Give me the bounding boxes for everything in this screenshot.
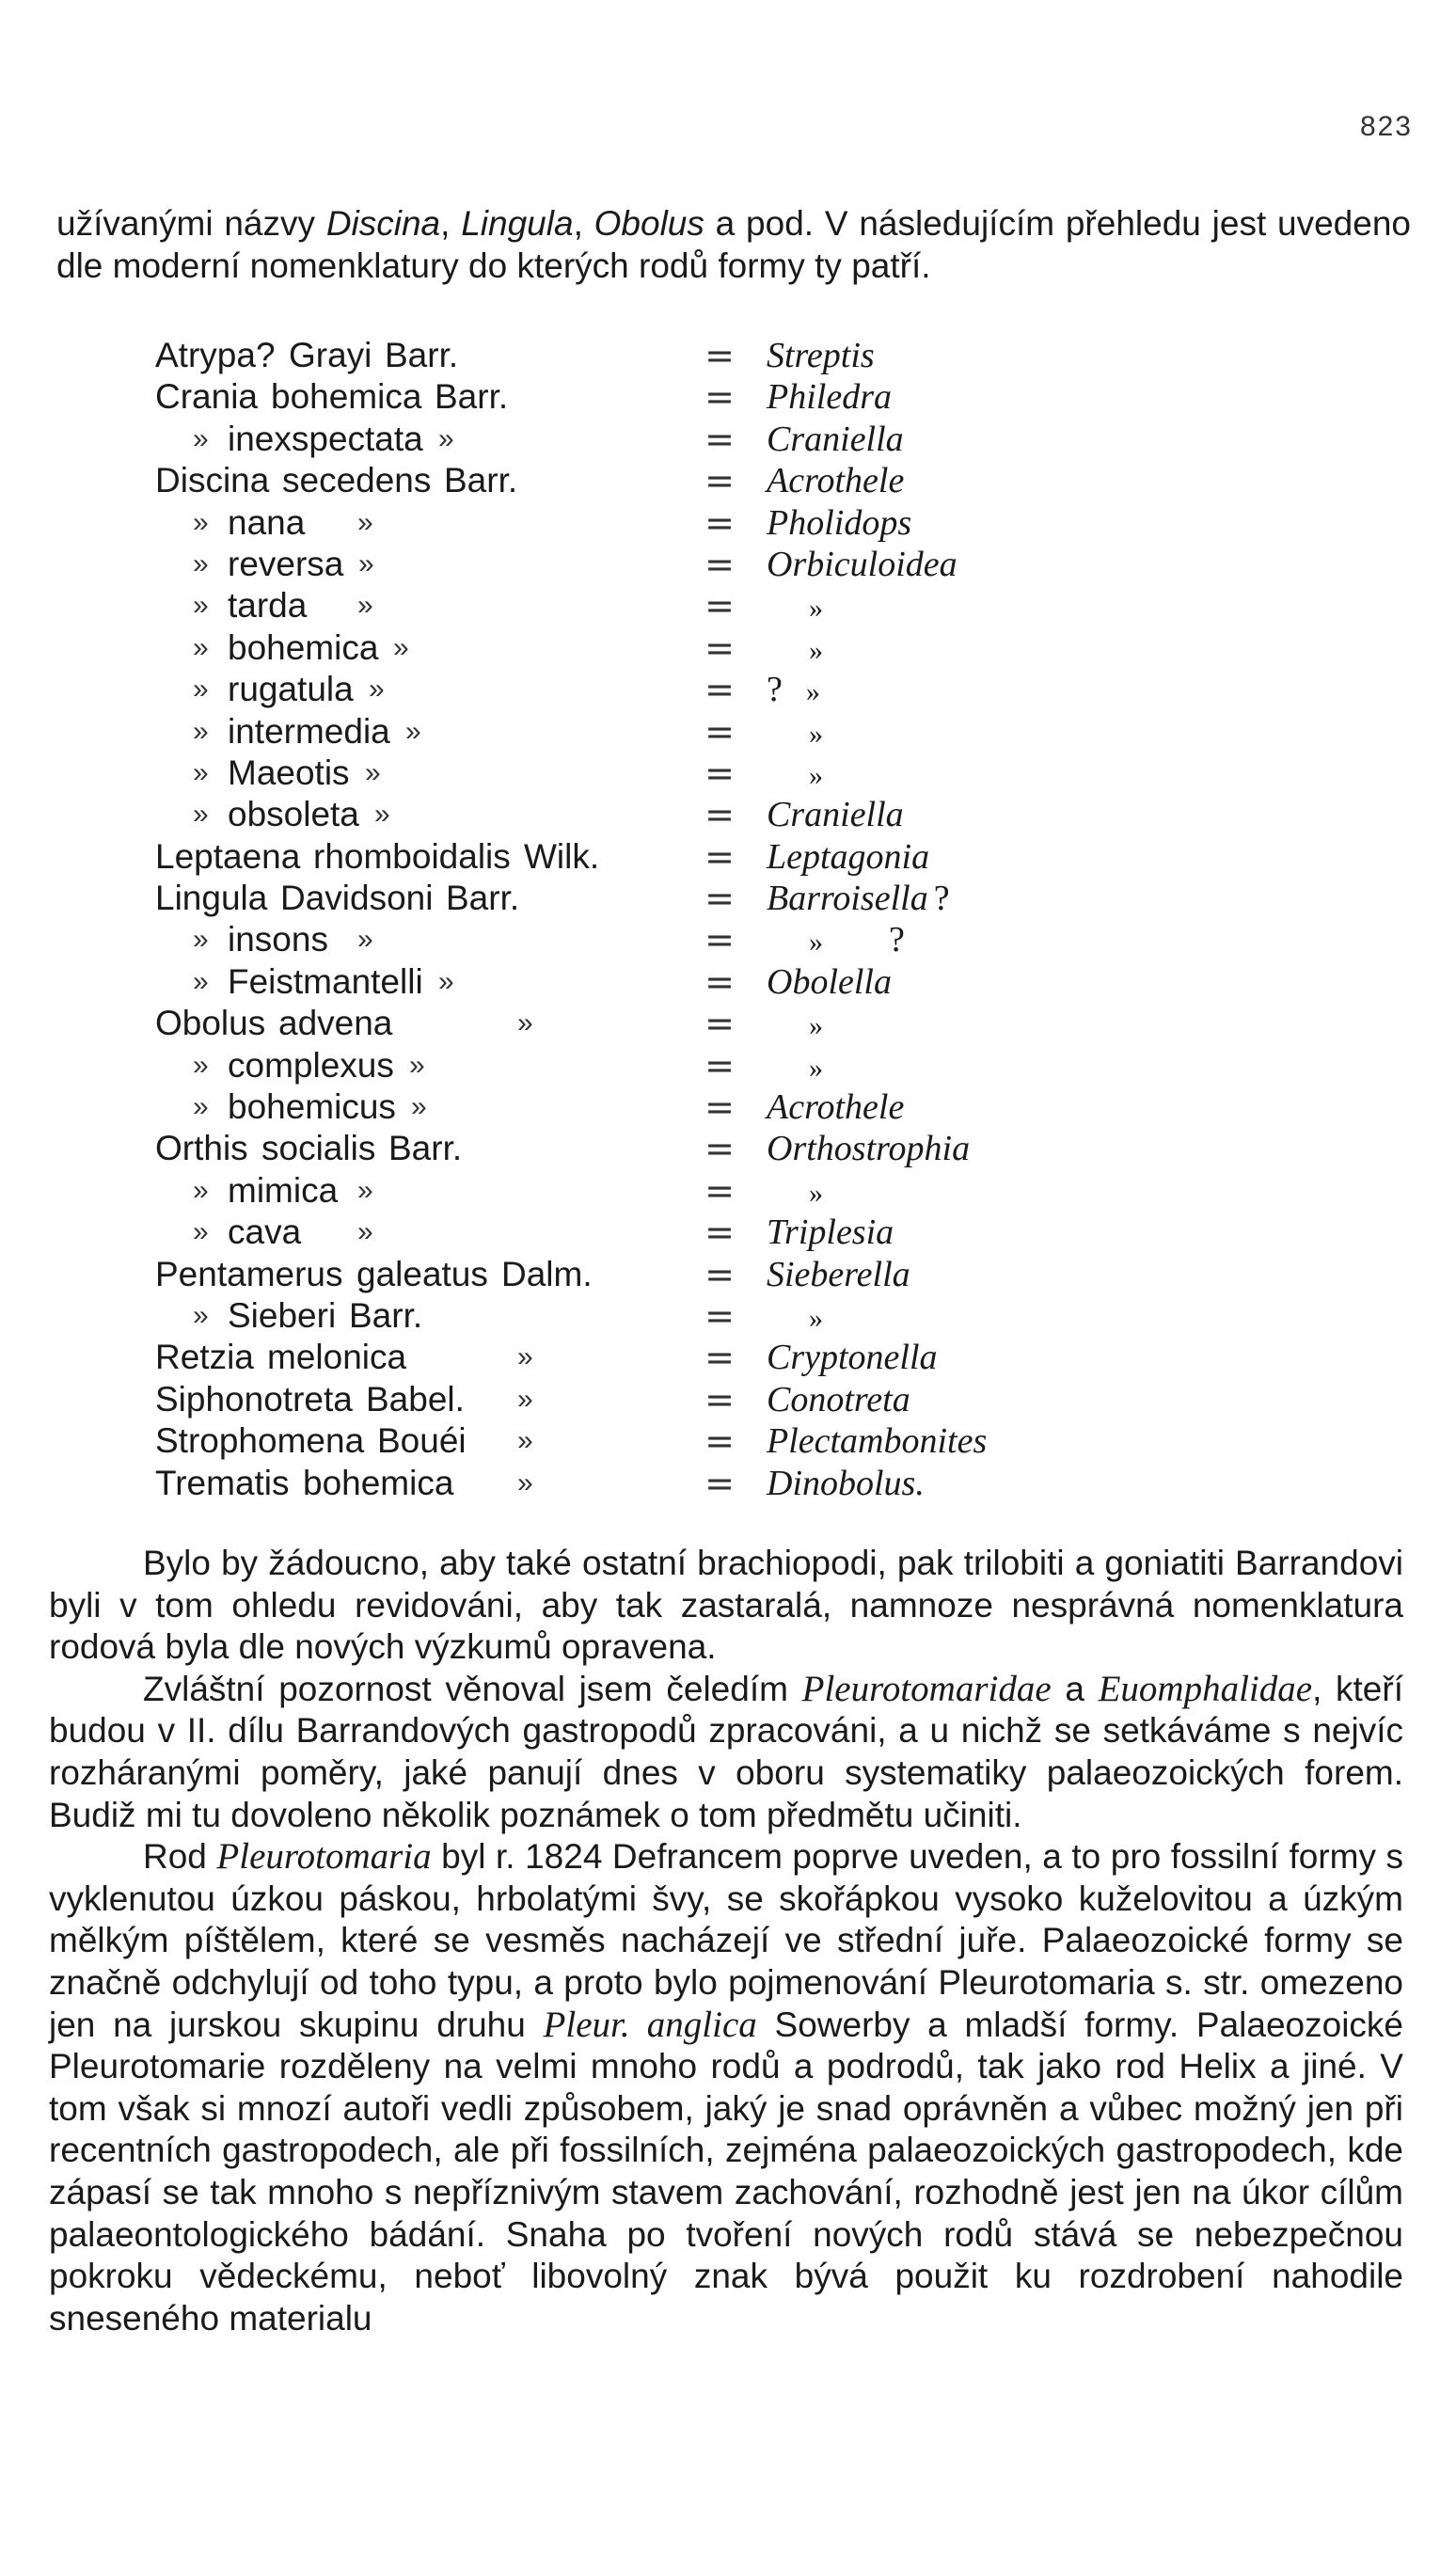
new-genus-name: Craniella [767, 419, 904, 459]
row-left-name [141, 711, 682, 753]
row-left-name [141, 1379, 682, 1420]
row-right-genus [757, 794, 904, 835]
equals-sign: = [704, 794, 735, 836]
equals-sign: = [704, 460, 735, 502]
table-row [141, 544, 1082, 585]
ditto-mark: » [809, 927, 823, 959]
ditto-mark: » [411, 1091, 427, 1123]
equals-sign: = [704, 543, 735, 585]
genus-name: Lingula [155, 879, 268, 918]
row-right-genus [757, 1003, 823, 1044]
ditto-mark: » [809, 593, 823, 625]
new-genus-name: Dinobolus. [767, 1463, 925, 1503]
ditto-mark: » [193, 674, 209, 705]
ditto-mark: » [517, 1007, 533, 1039]
genus-name: Leptaena [155, 836, 301, 876]
new-genus-name: Pholidops [767, 502, 912, 543]
row-left-name [141, 1003, 682, 1044]
species-name: Babel. [366, 1379, 465, 1419]
row-left-name [141, 419, 682, 460]
table-row [141, 836, 1082, 878]
author-name: Barr. [444, 461, 518, 500]
row-left-name [141, 335, 682, 376]
new-genus-name: Cryptonella [767, 1338, 938, 1378]
ditto-mark: » [809, 1052, 823, 1084]
ditto-mark: » [193, 547, 209, 579]
equals-sign: = [704, 376, 735, 419]
species-name: rhomboidalis [313, 836, 511, 876]
row-right-genus [757, 585, 823, 626]
table-row [141, 460, 1082, 501]
new-genus-name: Plectambonites [767, 1421, 988, 1462]
equals-sign: = [704, 1462, 735, 1504]
equals-sign: = [704, 1003, 735, 1045]
table-row [141, 669, 1082, 710]
ditto-mark: » [193, 1091, 209, 1123]
ditto-mark: » [805, 676, 820, 708]
ditto-mark: » [517, 1341, 533, 1373]
species-name: obsoleta [228, 795, 359, 834]
row-right-genus [757, 502, 911, 544]
row-left-name [141, 961, 682, 1003]
ditto-mark: » [357, 506, 373, 538]
table-row [141, 502, 1082, 544]
species-name: mimica [228, 1170, 339, 1210]
species-name: bohemica [228, 627, 379, 667]
ditto-mark: » [193, 631, 209, 663]
table-row [141, 919, 1082, 960]
author-name: Wilk. [524, 836, 600, 876]
equals-sign: = [704, 835, 735, 878]
equals-sign: = [704, 1294, 735, 1337]
ditto-mark: » [438, 965, 454, 997]
row-right-genus [757, 1337, 938, 1378]
row-right-genus [757, 1254, 910, 1295]
ditto-mark: » [393, 631, 409, 663]
row-right-genus [757, 1045, 823, 1086]
row-left-name [141, 376, 682, 418]
ditto-mark: » [809, 634, 823, 666]
table-row [141, 1212, 1082, 1253]
table-row [141, 711, 1082, 753]
table-row [141, 753, 1082, 794]
ditto-mark: » [193, 1174, 209, 1206]
equals-sign: = [704, 1212, 735, 1254]
species-name: cava [228, 1213, 302, 1252]
row-right-genus [757, 1212, 894, 1253]
page-number: 823 [1359, 111, 1413, 142]
species-name: rugatula [228, 670, 354, 709]
species-name: Davidsoni [280, 879, 434, 918]
ditto-mark: » [517, 1383, 533, 1415]
ditto-mark: » [357, 590, 373, 622]
row-left-name [141, 544, 682, 585]
table-row [141, 585, 1082, 626]
row-left-name [141, 1295, 682, 1337]
row-left-name [141, 1254, 682, 1295]
row-left-name [141, 669, 682, 710]
row-left-name [141, 794, 682, 835]
row-right-genus [757, 669, 820, 710]
ditto-mark: » [809, 718, 823, 750]
ditto-mark: » [193, 1049, 209, 1081]
species-name: Feistmantelli [228, 961, 423, 1001]
synonymy-table [141, 335, 1082, 1504]
equals-sign: = [704, 878, 735, 920]
ditto-mark: » [193, 590, 209, 622]
equals-sign: = [704, 1378, 735, 1420]
genus-name: Pentamerus [155, 1254, 343, 1293]
ditto-mark: » [193, 715, 209, 747]
ditto-mark: » [358, 547, 374, 579]
row-left-name [141, 460, 682, 501]
equals-sign: = [704, 919, 735, 961]
genus-name: Strophomena [155, 1421, 365, 1461]
paragraph: Zvláštní pozornost věnoval jsem čeledím Pleurotomaridae a Euomphalidae, kteří budou v II. dílu Barrandových gastropodů zpracováni, a u nichž se setkáváme s nejvíc rozháranými poměry, jaké panují dnes v oboru systematiky palaeozoických forem. Budiž mi tu dovoleno několik poznámek o tom předmětu učiniti. [49, 1668, 1403, 1834]
ditto-mark: » [357, 924, 373, 956]
equals-sign: = [704, 501, 735, 544]
ditto-mark: » [409, 1049, 425, 1081]
row-right-genus [757, 878, 950, 919]
row-left-name [141, 1463, 682, 1504]
genus-name: Retzia [155, 1338, 254, 1377]
table-row [141, 1128, 1082, 1169]
table-row [141, 335, 1082, 376]
table-row [141, 1086, 1082, 1128]
author-name: Barr. [388, 1129, 463, 1168]
equals-sign: = [704, 585, 735, 627]
species-name: melonica [267, 1338, 407, 1377]
ditto-mark: » [193, 1299, 209, 1331]
new-genus-name: Sieberella [767, 1254, 910, 1294]
row-left-name [141, 919, 682, 960]
species-name: reversa [228, 544, 344, 583]
question-mark: ? [889, 920, 905, 960]
new-genus-name: Orthostrophia [767, 1129, 971, 1169]
equals-sign: = [704, 626, 735, 669]
row-left-name [141, 1045, 682, 1086]
table-row [141, 878, 1082, 919]
row-right-genus [757, 1170, 823, 1212]
row-left-name [141, 753, 682, 794]
row-right-genus [757, 419, 904, 460]
genus-name: Discina [155, 461, 270, 500]
row-right-genus [757, 1379, 910, 1420]
species-name: secedens [282, 461, 432, 500]
row-left-name [141, 836, 682, 878]
equals-sign: = [704, 669, 735, 711]
species-name: intermedia [228, 711, 390, 751]
row-left-name [141, 1420, 682, 1462]
ditto-mark: » [193, 506, 209, 538]
new-genus-name: Acrothele [767, 461, 905, 501]
table-row [141, 794, 1082, 835]
row-right-genus [757, 544, 957, 585]
author-name: Dalm. [501, 1254, 593, 1293]
table-row [141, 1003, 1082, 1044]
table-row [141, 961, 1082, 1003]
species-name: Grayi [289, 336, 372, 374]
genus-name: Crania [155, 377, 258, 417]
genus-name: Atrypa [155, 336, 256, 374]
table-row [141, 1254, 1082, 1295]
row-left-name [141, 1128, 682, 1169]
row-left-name [141, 1212, 682, 1253]
ditto-mark: » [365, 756, 381, 788]
equals-sign: = [704, 1128, 735, 1170]
equals-sign: = [704, 710, 735, 753]
species-name: bohemica [303, 1463, 454, 1502]
paragraph: Bylo by žádoucno, aby také ostatní brachiopodi, pak trilobiti a goniatiti Barrandovi byli v tom ohledu revidováni, aby tak zastaralá, namnoze nesprávná nomenklatura rodová byla dle nových výzkumů opravena. [49, 1544, 1403, 1667]
ditto-mark: » [809, 1010, 823, 1042]
question-mark: ? [256, 336, 276, 374]
equals-sign: = [704, 418, 735, 460]
ditto-mark: » [517, 1466, 533, 1498]
species-name: complexus [228, 1045, 394, 1085]
ditto-mark: » [369, 674, 385, 705]
equals-sign: = [704, 960, 735, 1003]
ditto-mark: » [374, 799, 390, 831]
author-name: Barr. [349, 1295, 423, 1335]
ditto-mark: » [193, 1216, 209, 1248]
ditto-mark: » [193, 756, 209, 788]
species-name: Sieberi [228, 1295, 337, 1335]
new-genus-name: Streptis [767, 336, 875, 375]
ditto-mark: » [193, 799, 209, 831]
row-right-genus [757, 836, 929, 878]
species-name: Bouéi [377, 1421, 467, 1461]
row-right-genus [757, 753, 823, 794]
table-row [141, 1420, 1082, 1462]
species-name: inexspectata [228, 419, 423, 458]
row-left-name [141, 502, 682, 544]
ditto-mark: » [193, 965, 209, 997]
row-right-genus [757, 1128, 970, 1169]
row-right-genus [757, 1463, 925, 1504]
row-right-genus [757, 711, 823, 753]
row-right-genus [757, 961, 892, 1003]
author-name: Barr. [385, 336, 459, 374]
row-left-name [141, 627, 682, 669]
table-row [141, 627, 1082, 669]
species-name: bohemicus [228, 1087, 396, 1127]
row-right-genus [757, 335, 875, 376]
ditto-mark: » [517, 1425, 533, 1457]
row-right-genus [757, 627, 823, 669]
species-name: advena [278, 1004, 393, 1043]
species-name: Maeotis [228, 753, 350, 792]
new-genus-name: Conotreta [767, 1379, 910, 1419]
row-left-name [141, 585, 682, 626]
question-mark: ? [767, 670, 783, 710]
ditto-mark: » [809, 1302, 823, 1334]
ditto-mark: » [809, 1177, 823, 1209]
equals-sign: = [704, 1337, 735, 1379]
ditto-mark: » [357, 1216, 373, 1248]
table-row [141, 1379, 1082, 1420]
genus-name: Orthis [155, 1129, 248, 1168]
intro-paragraph: užívanými názvy Discina, Lingula, Obolus a pod. V následujícím přehledu jest uvedeno dle moderní nomenklatury do kterých rodů formy ty patří. [56, 204, 1411, 285]
row-right-genus [757, 376, 892, 418]
table-row [141, 1295, 1082, 1337]
row-left-name [141, 1086, 682, 1128]
equals-sign: = [704, 1044, 735, 1086]
row-right-genus [757, 1420, 987, 1462]
new-genus-name: Acrothele [767, 1087, 905, 1128]
genus-name: Trematis [155, 1463, 290, 1502]
new-genus-name: Craniella [767, 795, 904, 835]
equals-sign: = [704, 1420, 735, 1463]
equals-sign: = [704, 1169, 735, 1212]
equals-sign: = [704, 1253, 735, 1295]
equals-sign: = [704, 1086, 735, 1129]
table-row [141, 1170, 1082, 1212]
row-right-genus [757, 460, 904, 501]
ditto-mark: » [405, 715, 421, 747]
table-row [141, 376, 1082, 418]
row-left-name [141, 1337, 682, 1378]
ditto-mark: » [438, 422, 454, 454]
genus-name: Siphonotreta [155, 1379, 353, 1419]
new-genus-name: Philedra [767, 377, 892, 418]
new-genus-name: Barroisella [767, 879, 928, 919]
species-name: nana [228, 502, 306, 542]
equals-sign: = [704, 335, 735, 376]
table-row [141, 1045, 1082, 1086]
genus-name: Obolus [155, 1004, 266, 1043]
ditto-mark: » [193, 422, 209, 454]
new-genus-name: Orbiculoidea [767, 544, 957, 584]
paragraph: Rod Pleurotomaria byl r. 1824 Defrancem poprve uveden, a to pro fossilní formy s vyklenutou úzkou páskou, hrbolatými švy, se skořápkou vysoko kuželovitou a úzkým mělkým píštělem, které se vesměs nacházejí ve střední juře. Palaeozoické formy se značně odchylují od toho typu, a proto bylo pojmenování Pleurotomaria s. str. omezeno jen na jurskou skupinu druhu Pleur. anglica Sowerby a mladší formy. Palaeozoické Pleurotomarie rozděleny na velmi mnoho rodů a podrodů, tak jako rod Helix a jiné. V tom však si mnozí autoři vedli způsobem, jaký je snad oprávněn a vůbec možný jen při recentních gastropodech, ale při fossilních, zejména palaeozoických gastropodech, kde zápasí se tak mnoho s nepříznivým stavem zachování, rozhodně jest jen na úkor cílům palaeontologického bádání. Snaha po tvoření nových rodů stává se nebezpečnou pokroku vědeckému, neboť libovolný znak bývá použit ku rozdrobení nahodile sneseného materialu [49, 1836, 1404, 2338]
species-name: galeatus [356, 1254, 488, 1293]
row-left-name [141, 878, 682, 919]
author-name: Barr. [446, 879, 520, 918]
species-name: bohemica [271, 377, 422, 417]
ditto-mark: » [193, 924, 209, 956]
new-genus-name: Obolella [767, 961, 892, 1002]
equals-sign: = [704, 752, 735, 794]
table-row [141, 1463, 1082, 1504]
species-name: insons [228, 920, 328, 959]
new-genus-name: Leptagonia [767, 836, 930, 877]
row-left-name [141, 1170, 682, 1212]
ditto-mark: » [809, 759, 823, 791]
new-genus-name: Triplesia [767, 1213, 894, 1253]
row-right-genus [757, 919, 905, 960]
body-text [49, 1543, 1403, 2339]
species-name: tarda [228, 586, 308, 626]
author-name: Barr. [435, 377, 509, 417]
row-right-genus [757, 1295, 823, 1337]
ditto-mark: » [357, 1174, 373, 1206]
row-right-genus [757, 1086, 904, 1128]
question-mark: ? [933, 879, 950, 919]
species-name: socialis [261, 1129, 376, 1168]
table-row [141, 419, 1082, 460]
table-row [141, 1337, 1082, 1378]
